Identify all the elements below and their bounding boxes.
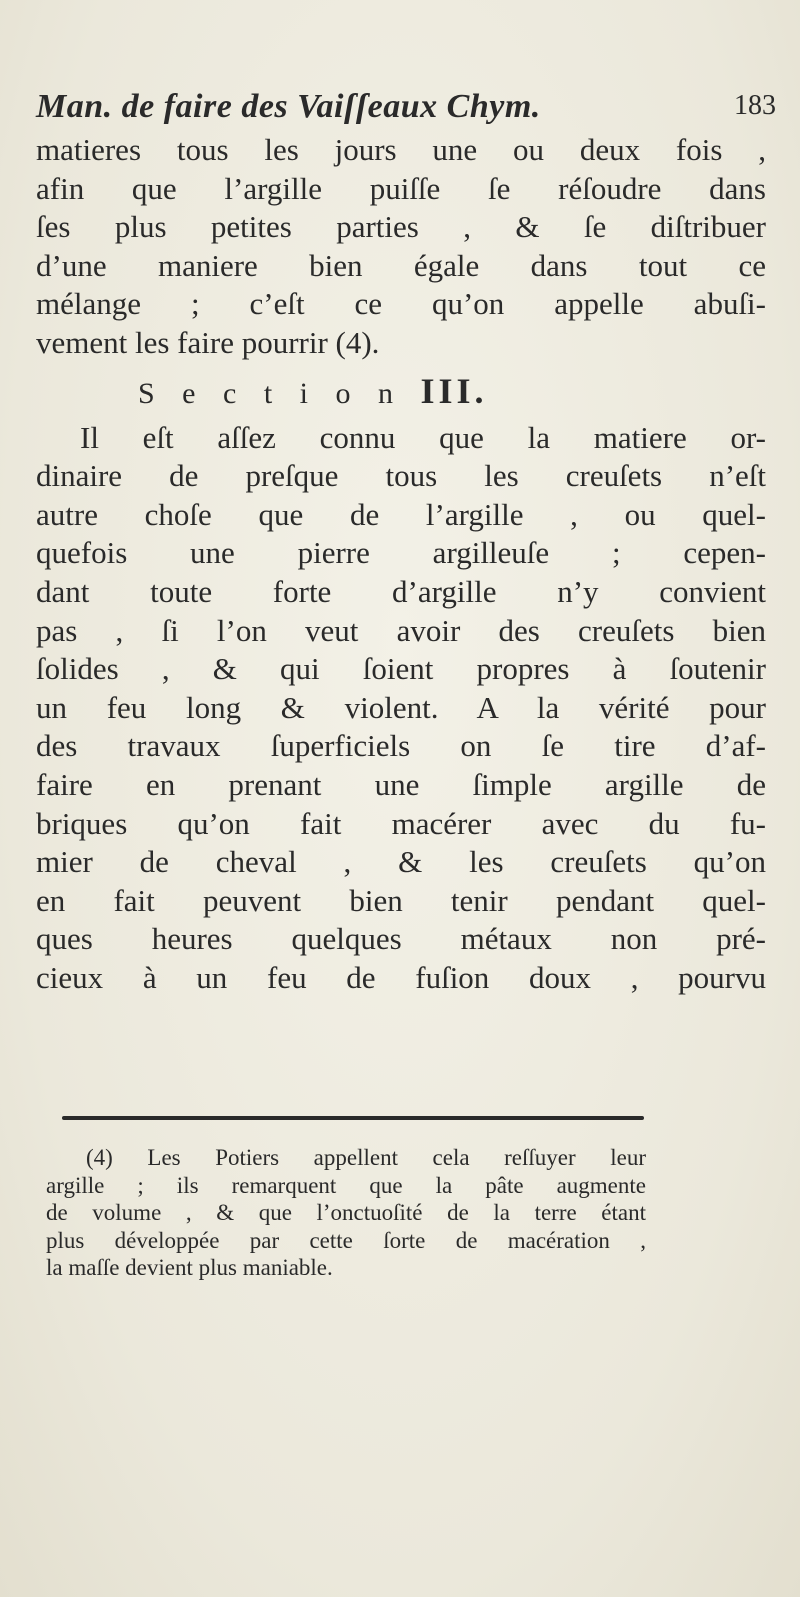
running-header: [36, 88, 776, 132]
footnote-line: argille ; ils remarquent que la pâte augmente: [46, 1172, 646, 1198]
text-line: pas , ſi l’on veut avoir des creuſets bien: [36, 612, 766, 648]
text-line: vement les faire pourrir (4).: [36, 324, 380, 360]
main-text: [36, 131, 766, 997]
text-line: dinaire de preſque tous les creuſets n’eſt: [36, 458, 766, 494]
section-number: III.: [420, 370, 488, 411]
text-line: mélange ; c’eſt ce qu’on appelle abuſi-: [36, 286, 766, 322]
text-line: quefois une pierre argilleuſe ; cepen-: [36, 535, 766, 571]
running-title: Man. de faire des Vaiſſeaux Chym.: [36, 88, 541, 125]
footnote: [46, 1144, 646, 1282]
text-line: d’une maniere bien égale dans tout ce: [36, 247, 766, 283]
section-label: S e c t i o n: [138, 376, 403, 410]
text-line: ques heures quelques métaux non pré-: [36, 921, 766, 957]
text-line: Il eſt aſſez connu que la matiere or-: [80, 419, 766, 455]
text-line: ſolides , & qui ſoient propres à ſoutenir: [36, 651, 766, 687]
section-heading: [36, 363, 766, 419]
page-number: 183: [734, 90, 776, 121]
text-line: matieres tous les jours une ou deux fois ,: [36, 132, 766, 167]
text-line: ſes plus petites parties , & ſe diſtribuer: [36, 209, 766, 245]
text-line: briques qu’on fait macérer avec du fu-: [36, 805, 766, 841]
text-line: des travaux ſuperficiels on ſe tire d’af-: [36, 728, 766, 764]
text-line: autre choſe que de l’argille , ou quel-: [36, 496, 766, 532]
text-line: un feu long & violent. A la vérité pour: [36, 689, 766, 725]
footnote-rule: [62, 1116, 644, 1120]
text-line: afin que l’argille puiſſe ſe réſoudre dans: [36, 170, 766, 206]
footnote-line: de volume , & que l’onctuoſité de la terre étant: [46, 1200, 646, 1225]
text-line: mier de cheval , & les creuſets qu’on: [36, 844, 766, 880]
footnote-line: (4) Les Potiers appellent cela reſſuyer leur: [86, 1145, 646, 1170]
footnote-line: plus développée par cette ſorte de macération ,: [46, 1227, 646, 1253]
text-line: faire en prenant une ſimple argille de: [36, 766, 766, 802]
text-line: en fait peuvent bien tenir pendant quel-: [36, 882, 766, 918]
text-line: cieux à un feu de fuſion doux , pourvu: [36, 959, 766, 995]
text-line: dant toute forte d’argille n’y convient: [36, 573, 766, 609]
footnote-line: la maſſe devient plus maniable.: [46, 1255, 333, 1280]
